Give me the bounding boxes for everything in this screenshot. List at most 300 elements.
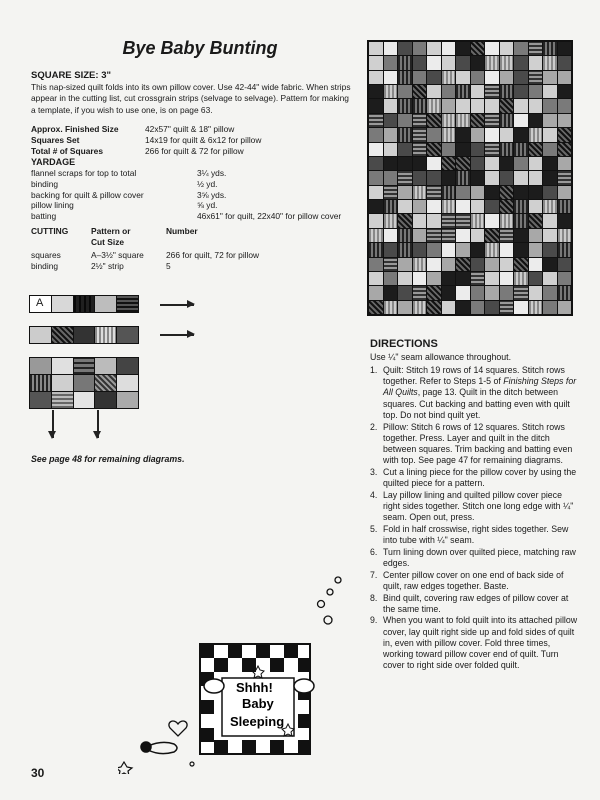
direction-step xyxy=(370,615,580,671)
quilt-square xyxy=(369,157,383,170)
quilt-square xyxy=(398,243,412,256)
square xyxy=(94,357,117,375)
quilt-square xyxy=(427,301,441,314)
quilt-square xyxy=(558,272,572,285)
square-row xyxy=(29,295,138,313)
step-number: 3. xyxy=(370,466,378,477)
square-light xyxy=(51,295,74,313)
quilt-square xyxy=(514,42,528,55)
quilt-square xyxy=(369,186,383,199)
quilt-square xyxy=(384,56,398,69)
quilt-square xyxy=(558,214,572,227)
square-a-label: A xyxy=(36,297,44,309)
quilt-square xyxy=(413,99,427,112)
quilt-square xyxy=(442,99,456,112)
quilt-square xyxy=(543,143,557,156)
quilt-square xyxy=(471,214,485,227)
cutting-size: 2½" strip xyxy=(91,261,124,271)
quilt-square xyxy=(442,85,456,98)
direction-step xyxy=(370,490,580,524)
quilt-square xyxy=(471,42,485,55)
quilt-square xyxy=(485,71,499,84)
quilt-square xyxy=(384,157,398,170)
quilt-square xyxy=(543,258,557,271)
quilt-square xyxy=(456,99,470,112)
quilt-square xyxy=(471,114,485,127)
square-a xyxy=(29,295,52,313)
quilt-square xyxy=(500,71,514,84)
quilt-square xyxy=(471,243,485,256)
quilt-square xyxy=(543,214,557,227)
quilt-square xyxy=(558,258,572,271)
square xyxy=(116,357,139,375)
quilt-square xyxy=(543,157,557,170)
star-icon xyxy=(118,762,194,774)
quilt-square xyxy=(413,157,427,170)
arrow-down-icon xyxy=(52,410,54,438)
quilt-square xyxy=(369,114,383,127)
step-number: 4. xyxy=(370,489,378,500)
quilt-square xyxy=(442,71,456,84)
square xyxy=(116,326,139,344)
direction-step xyxy=(370,467,580,489)
quilt-square xyxy=(442,186,456,199)
quilt-square xyxy=(427,85,441,98)
quilt-square xyxy=(558,301,572,314)
quilt-square xyxy=(427,99,441,112)
quilt-square xyxy=(427,128,441,141)
quilt-square xyxy=(369,243,383,256)
page-number: 30 xyxy=(31,766,45,780)
yardage-row xyxy=(31,211,351,222)
step-text: Cut a lining piece for the pillow cover by using the quilted piece for a pattern. xyxy=(383,466,577,489)
directions-list xyxy=(370,365,580,672)
yardage-heading: YARDAGE xyxy=(31,157,76,167)
quilt-square xyxy=(471,157,485,170)
quilt-square xyxy=(558,286,572,299)
yardage-label: backing for quilt & pillow cover xyxy=(31,189,144,200)
quilt-square xyxy=(369,301,383,314)
arrow-right-icon xyxy=(160,304,194,306)
quilt-square xyxy=(485,143,499,156)
spec-value: 14x19 for quilt & 6x12 for pillow xyxy=(145,134,262,145)
step-number: 9. xyxy=(370,615,378,626)
quilt-square xyxy=(543,99,557,112)
spec-value: 266 for quilt & 72 for pillow xyxy=(145,145,244,156)
quilt-square xyxy=(442,143,456,156)
quilt-square xyxy=(500,229,514,242)
quilt-square xyxy=(442,56,456,69)
quilt-square xyxy=(485,243,499,256)
yardage-value: 46x61" for quilt, 22x40" for pillow cover xyxy=(197,211,342,222)
quilt-square xyxy=(442,258,456,271)
quilt-square xyxy=(384,258,398,271)
square xyxy=(94,374,117,392)
quilt-square xyxy=(500,99,514,112)
cutting-col-pattern xyxy=(91,226,131,247)
quilt-square xyxy=(529,71,543,84)
quilt-square xyxy=(398,42,412,55)
quilt-square xyxy=(471,85,485,98)
quilt-square xyxy=(500,258,514,271)
quilt-square xyxy=(442,301,456,314)
quilt-square xyxy=(398,171,412,184)
quilt-square xyxy=(543,114,557,127)
quilt-square xyxy=(471,272,485,285)
cutting-heading: CUTTING xyxy=(31,226,69,236)
quilt-square xyxy=(471,99,485,112)
square xyxy=(116,391,139,409)
quilt-square xyxy=(369,258,383,271)
quilt-square xyxy=(514,200,528,213)
quilt-square xyxy=(456,214,470,227)
quilt-square xyxy=(398,186,412,199)
quilt-square xyxy=(369,229,383,242)
quilt-square xyxy=(442,243,456,256)
quilt-square xyxy=(456,128,470,141)
square-size: SQUARE SIZE: 3" xyxy=(31,70,111,81)
quilt-square xyxy=(529,214,543,227)
quilt-square xyxy=(529,171,543,184)
quilt-square xyxy=(543,128,557,141)
quilt-square xyxy=(369,200,383,213)
quilt-square xyxy=(413,258,427,271)
quilt-square xyxy=(369,286,383,299)
quilt-square xyxy=(471,128,485,141)
quilt-square xyxy=(398,85,412,98)
yardage-value: ⅝ yd. xyxy=(197,200,218,211)
square xyxy=(116,374,139,392)
quilt-square xyxy=(514,258,528,271)
square-row xyxy=(29,391,138,409)
quilt-square xyxy=(398,258,412,271)
quilt-square xyxy=(471,186,485,199)
quilt-square xyxy=(471,143,485,156)
quilt-square xyxy=(413,214,427,227)
square xyxy=(73,391,96,409)
sign-line-1: Shhh! xyxy=(236,680,273,695)
quilt-square xyxy=(413,56,427,69)
yardage-value: ½ yd. xyxy=(197,178,218,189)
arrow-right-icon xyxy=(160,334,194,336)
quilt-square xyxy=(500,128,514,141)
quilt-square xyxy=(413,114,427,127)
page-title: Bye Baby Bunting xyxy=(122,38,278,58)
cutting-col-pattern-line2: Cut Size xyxy=(91,236,125,247)
quilt-square xyxy=(543,85,557,98)
quilt-square xyxy=(427,272,441,285)
quilt-square xyxy=(456,286,470,299)
spec-label: Total # of Squares xyxy=(31,145,103,156)
quilt-square xyxy=(485,272,499,285)
quilt-square xyxy=(413,128,427,141)
square xyxy=(73,357,96,375)
quilt-square xyxy=(485,128,499,141)
quilt-square xyxy=(558,243,572,256)
quilt-square xyxy=(369,99,383,112)
quilt-square xyxy=(427,286,441,299)
diagram-note: See page 48 for remaining diagrams. xyxy=(31,454,185,464)
quilt-square xyxy=(442,157,456,170)
quilt-square xyxy=(485,157,499,170)
quilt-square xyxy=(442,229,456,242)
step-number: 2. xyxy=(370,421,378,432)
quilt-square xyxy=(558,128,572,141)
quilt-square xyxy=(398,301,412,314)
spec-row xyxy=(31,124,351,135)
quilt-square xyxy=(543,301,557,314)
quilt-square xyxy=(500,157,514,170)
quilt-square xyxy=(558,171,572,184)
quilt-square xyxy=(471,200,485,213)
quilt-square xyxy=(558,42,572,55)
quilt-square xyxy=(427,42,441,55)
quilt-square xyxy=(456,171,470,184)
step-number: 5. xyxy=(370,523,378,534)
quilt-square xyxy=(514,56,528,69)
quilt-square xyxy=(500,214,514,227)
quilt-square xyxy=(456,258,470,271)
step-text: Fold in half crosswise, right sides together. Sew into tube with ¼" seam. xyxy=(383,523,569,546)
quilt-square xyxy=(427,56,441,69)
square xyxy=(73,374,96,392)
quilt-square xyxy=(529,99,543,112)
quilt-square xyxy=(529,56,543,69)
quilt-square xyxy=(500,56,514,69)
quilt-square xyxy=(514,214,528,227)
quilt-square xyxy=(456,42,470,55)
quilt-square xyxy=(384,143,398,156)
quilt-square xyxy=(398,229,412,242)
quilt-square xyxy=(543,71,557,84)
quilt-square xyxy=(442,272,456,285)
quilt-square xyxy=(398,214,412,227)
diagram-row-3 xyxy=(29,357,138,409)
quilt-square xyxy=(500,243,514,256)
quilt-square xyxy=(398,272,412,285)
quilt-square xyxy=(456,243,470,256)
quilt-square xyxy=(427,258,441,271)
quilt-square xyxy=(500,186,514,199)
step-number: 1. xyxy=(370,365,378,375)
quilt-square xyxy=(514,157,528,170)
quilt-square xyxy=(514,99,528,112)
quilt-square xyxy=(529,301,543,314)
step-text: Turn lining down over quilted piece, matching raw edges. xyxy=(383,546,576,568)
quilt-square xyxy=(427,200,441,213)
quilt-square xyxy=(369,56,383,69)
quilt-square xyxy=(558,114,572,127)
quilt-square xyxy=(427,143,441,156)
quilt-square xyxy=(384,171,398,184)
quilt-square xyxy=(456,56,470,69)
quilt-square xyxy=(427,71,441,84)
quilt-square xyxy=(471,258,485,271)
quilt-square xyxy=(514,128,528,141)
quilt-square xyxy=(500,286,514,299)
quilt-square xyxy=(413,71,427,84)
square xyxy=(51,374,74,392)
sign-line-3: Sleeping xyxy=(230,714,285,729)
direction-step xyxy=(370,570,580,592)
quilt-square xyxy=(369,128,383,141)
yardage-label: binding xyxy=(31,178,59,189)
quilt-square xyxy=(398,71,412,84)
quilt-square xyxy=(514,186,528,199)
quilt-square xyxy=(485,258,499,271)
square xyxy=(94,391,117,409)
quilt-square xyxy=(543,42,557,55)
quilt-square xyxy=(413,85,427,98)
quilt-square xyxy=(471,171,485,184)
quilt-square xyxy=(558,200,572,213)
step-number: 8. xyxy=(370,592,378,603)
quilt-square xyxy=(485,286,499,299)
square xyxy=(51,357,74,375)
spec-row xyxy=(31,146,351,157)
quilt-square xyxy=(543,171,557,184)
quilt-square xyxy=(543,56,557,69)
quilt-square xyxy=(427,186,441,199)
quilt-square xyxy=(529,143,543,156)
step-number: 6. xyxy=(370,546,378,557)
quilt-square xyxy=(384,71,398,84)
quilt-square xyxy=(500,272,514,285)
yardage-value: 3¼ yds. xyxy=(197,168,227,178)
quilt-square xyxy=(558,56,572,69)
quilt-square xyxy=(485,56,499,69)
quilt-square xyxy=(413,171,427,184)
diagram-row-1 xyxy=(29,295,138,313)
quilt-square xyxy=(413,200,427,213)
quilt-square xyxy=(442,171,456,184)
step-text: Pillow: Stitch 6 rows of 12 squares. Stitch rows together. Press. Layer and quilt in the ditch between squares. Trim backing and batting even with top. See page 47 for remaining diagrams. xyxy=(383,421,573,466)
quilt-square xyxy=(369,71,383,84)
quilt-square xyxy=(413,286,427,299)
cutting-number: 5 xyxy=(166,261,171,271)
quilt-square xyxy=(369,214,383,227)
quilt-square xyxy=(529,114,543,127)
quilt-square xyxy=(398,200,412,213)
step-text: Bind quilt, covering raw edges of pillow cover at the same time. xyxy=(383,592,569,614)
quilt-square xyxy=(543,229,557,242)
quilt-square xyxy=(558,85,572,98)
quilt-square xyxy=(456,114,470,127)
quilt-square xyxy=(413,186,427,199)
yardage-row xyxy=(31,200,351,211)
quilt-square xyxy=(384,243,398,256)
quilt-square xyxy=(514,71,528,84)
quilt-square xyxy=(485,85,499,98)
quilt-square xyxy=(485,171,499,184)
diagram-row-2 xyxy=(29,326,138,344)
step-number: 7. xyxy=(370,569,378,580)
quilt-square xyxy=(514,171,528,184)
quilt-square xyxy=(471,229,485,242)
quilt-square xyxy=(529,200,543,213)
step-text: When you want to fold quilt into its attached pillow cover, lay quilt right side up and fold sides of quilt in, even with pillow cover. Fold three times, working toward pillow cover end of quilt. Turn cover to right side over folded quilt. xyxy=(383,615,578,671)
square-row xyxy=(29,357,138,375)
quilt-square xyxy=(485,186,499,199)
quilt-square xyxy=(442,42,456,55)
spec-label: Approx. Finished Size xyxy=(31,124,119,134)
cutting-col-number: Number xyxy=(166,226,198,236)
yardage-label: flannel scraps for top to total xyxy=(31,168,137,178)
quilt-square xyxy=(442,114,456,127)
quilt-square xyxy=(558,99,572,112)
quilt-square xyxy=(413,243,427,256)
specs-table xyxy=(31,124,351,156)
quilt-square xyxy=(384,114,398,127)
square-row xyxy=(29,326,138,344)
spec-row xyxy=(31,135,351,146)
square-dark xyxy=(116,295,139,313)
quilt-square xyxy=(514,243,528,256)
square xyxy=(29,357,52,375)
quilt-square xyxy=(485,301,499,314)
square xyxy=(29,391,52,409)
quilt-square xyxy=(384,99,398,112)
baby-sleeping-illustration xyxy=(118,574,350,774)
square xyxy=(29,326,52,344)
quilt-square xyxy=(427,229,441,242)
bubble-icon xyxy=(318,577,342,624)
quilt-square xyxy=(471,301,485,314)
quilt-square xyxy=(413,301,427,314)
quilt-square xyxy=(558,229,572,242)
quilt-square xyxy=(514,143,528,156)
square xyxy=(94,326,117,344)
quilt-square xyxy=(514,85,528,98)
spec-label: Squares Set xyxy=(31,134,80,145)
square xyxy=(51,391,74,409)
step-text: Lay pillow lining and quilted pillow cover piece right sides together. Stitch one long edge with ¼" seam. Open out, press. xyxy=(383,489,574,523)
quilt-square xyxy=(500,143,514,156)
quilt-square xyxy=(485,214,499,227)
quilt-square xyxy=(413,272,427,285)
square xyxy=(51,326,74,344)
quilt-square xyxy=(558,157,572,170)
quilt-square xyxy=(514,272,528,285)
quilt-square xyxy=(384,42,398,55)
quilt-square xyxy=(413,42,427,55)
quilt-square xyxy=(427,171,441,184)
direction-step xyxy=(370,524,580,546)
quilt-square xyxy=(529,272,543,285)
quilt-square xyxy=(471,71,485,84)
quilt-square xyxy=(398,286,412,299)
quilt-square xyxy=(485,42,499,55)
quilt-square xyxy=(529,42,543,55)
quilt-square xyxy=(456,186,470,199)
yardage-row xyxy=(31,168,351,179)
quilt-square xyxy=(384,85,398,98)
quilt-square xyxy=(558,143,572,156)
quilt-square xyxy=(558,71,572,84)
quilt-square xyxy=(398,128,412,141)
quilt-square xyxy=(456,229,470,242)
quilt-square xyxy=(529,286,543,299)
quilt-square xyxy=(543,200,557,213)
quilt-square xyxy=(442,200,456,213)
quilt-square xyxy=(384,186,398,199)
quilt-square xyxy=(543,186,557,199)
quilt-square xyxy=(384,128,398,141)
quilt-square xyxy=(485,99,499,112)
quilt-square xyxy=(514,229,528,242)
quilt-square xyxy=(369,143,383,156)
yardage-row xyxy=(31,179,351,190)
